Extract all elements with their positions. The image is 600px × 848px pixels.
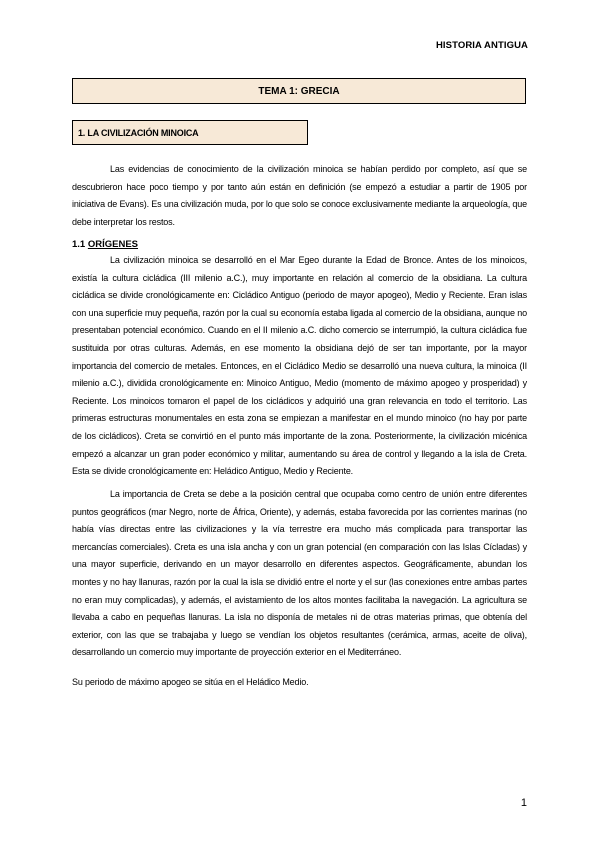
section-heading: 1. LA CIVILIZACIÓN MINOICA [78, 127, 199, 138]
chapter-title-box [72, 78, 526, 104]
section-heading-box [72, 120, 308, 145]
chapter-title: TEMA 1: GRECIA [258, 85, 340, 97]
paragraph-origins-1: La civilización minoica se desarrolló en el Mar Egeo durante la Edad de Bronce. Antes de los minoicos, existía la cultura cicládica (III milenio a.C.), muy importante en relación al comercio de la obsidiana. La cultura cicládica se divide cronológicamente en: Cicládico Antiguo (periodo de mayor apogeo), Medio y Reciente. Eran islas con una superficie muy pequeña, razón por la cual su economía estaba ligada al comercio de la obsidiana, aunque no presentaban potencial económico. Cuando en el II milenio a.C. dicho comercio se interrumpió, la cultura cicládica fue sustituida por otras culturas. Además, en ese momento la obsidiana dejó de ser tan importante, por la mayor importancia del comercio de metales. Entonces, en el Cicládico Medio se desarrolló una nueva cultura, la minoica (II milenio a.C.), dividida cronológicamente en: Minoico Antiguo, Medio (momento de máximo apogeo y prosperidad) y Reciente. Los minoicos tomaron el papel de los cicládicos y adquirió una gran relevancia en todo el territorio. Las primeras estructuras monumentales en esta zona se empiezan a manifestar en el mundo minoico (no hay por parte de los cicládicos). Creta se convirtió en el punto más importante de la zona. Posteriormente, la civilización micénica empezó a alcanzar un gran poder económico y militar, aumentando su área de control y llegando a la isla de Creta. Esta se divide cronológicamente en: Heládico Antiguo, Medio y Reciente. [72, 255, 527, 477]
subsection-heading [72, 239, 138, 250]
page-number: 1 [520, 797, 527, 809]
subsection-number: 1.1 [72, 239, 86, 250]
subsection-title: ORÍGENES [87, 239, 139, 250]
paragraph-origins-3: Su periodo de máximo apogeo se sitúa en el Heládico Medio. [72, 677, 309, 687]
intro-paragraph: Las evidencias de conocimiento de la civilización minoica se habían perdido por completo, así que se descubrieron hace poco tiempo y por tanto aún están en definición (se empezó a estudiar a partir de 1905 por iniciativa de Evans). Es una civilización muda, por lo que solo se conoce exclusivamente mediante la arqueología, que debe interpretar los restos. [72, 164, 527, 227]
running-header: HISTORIA ANTIGUA [435, 40, 528, 51]
paragraph-origins-2: La importancia de Creta se debe a la posición central que ocupaba como centro de unión entre diferentes puntos geográficos (mar Negro, norte de África, Oriente), y además, estaba favorecida por las corrientes marinas (no había vías directas entre las civilizaciones y la vía terrestre era mucho más complicada para transportar las mercancías comerciales). Creta es una isla ancha y con un gran potencial (en comparación con las Islas Cícladas) y una mayor superficie, derivando en un mayor desarrollo en diferentes aspectos. Geográficamente, abundan los montes y no hay llanuras, razón por la cual la isla se dividió entre el norte y el sur (las conexiones entre ambas partes no eran muy complicadas), y además, el avistamiento de los altos montes facilitaba la navegación. La agricultura se llevaba a cabo en pequeñas llanuras. La isla no disponía de metales ni de otras materias primas, que obtenía del exterior, con las que se trabajaba y luego se vendían los objetos resultantes (cerámica, armas, aceite de oliva), desarrollando un comercio muy importante de proyección exterior en el Mediterráneo. [72, 489, 527, 658]
